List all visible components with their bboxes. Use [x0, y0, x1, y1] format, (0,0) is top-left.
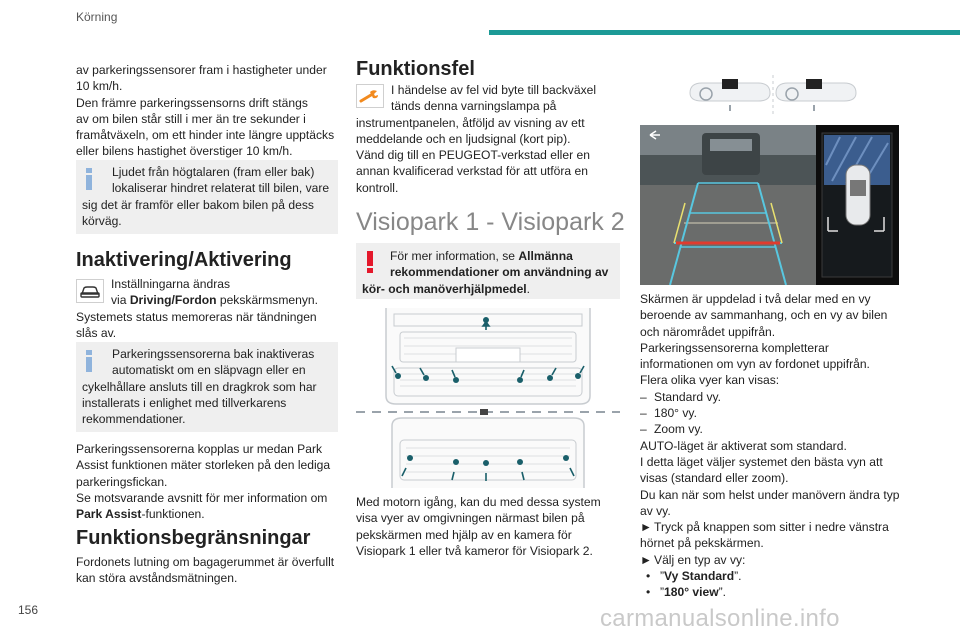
text-line: Fordonets lutning om bagagerummet är överfullt — [76, 555, 335, 569]
heading-funktionsfel: Funktionsfel — [356, 58, 475, 80]
heading-inaktivering: Inaktivering/Aktivering — [76, 249, 292, 271]
text-line: av parkeringssensorer fram i hastigheter under — [76, 63, 327, 77]
text-line: sig det är framför eller bakom bilen på dess — [82, 197, 314, 212]
view-option: 180° vy. — [654, 406, 697, 421]
view-option: Standard vy. — [654, 389, 721, 404]
text-line: Se motsvarande avsnitt för mer information om — [76, 490, 328, 505]
text-line: AUTO-läget är aktiverat som standard. — [640, 438, 847, 453]
text-line: I händelse av fel vid byte till backväxel — [391, 83, 597, 97]
arrow-icon: ► — [640, 552, 652, 567]
text-span: Tryck på knappen som sitter i nedre vänstra — [654, 520, 889, 535]
screen-description — [640, 291, 915, 601]
text-line: eller bilens hastighet överstiger 10 km/h. — [76, 144, 293, 159]
page-number: 156 — [18, 603, 39, 617]
text-line: Systemets status memoreras när tändningen — [76, 309, 317, 324]
text-span: kör- och manöverhjälpmedel — [362, 281, 527, 296]
text-line: beroende av sammanhang, och en vy av bilen — [640, 308, 888, 323]
watermark: carmanualsonline.info — [600, 605, 840, 632]
header-title: Körning — [76, 10, 118, 24]
text-line: lokaliserar hindret relaterat till bilen, vare — [112, 181, 330, 196]
text-line: kontroll. — [356, 180, 399, 195]
text-span: ” — [660, 585, 665, 600]
warning-box — [356, 243, 620, 299]
text-line: Parkeringssensorerna kompletterar — [640, 340, 829, 355]
heading-visiopark: Visiopark 1 - Visiopark 2 — [356, 208, 625, 236]
text-span: via — [111, 293, 130, 308]
bullet: • — [646, 585, 651, 600]
text-line: tänds denna varningslampa på — [391, 99, 557, 114]
dash: – — [640, 389, 647, 404]
text-line: Med motorn igång, kan du med dessa system — [356, 495, 601, 509]
text-line: av om bilen står still i mer än tre sekunder i — [76, 111, 306, 126]
list-item — [640, 389, 915, 405]
view-option: Zoom vy. — [654, 422, 703, 437]
text-line: Skärmen är uppdelad i två delar med en vy — [640, 292, 871, 306]
funktionsfel-text — [356, 82, 621, 196]
text-line: Vänd dig till en PEUGEOT-verkstad eller en — [356, 148, 590, 163]
option-name: Vy Standard — [664, 569, 735, 584]
info-icon — [84, 350, 94, 372]
option-name: 180° view — [664, 585, 719, 600]
text-span: För mer information, se — [390, 249, 519, 263]
warning-icon — [366, 251, 374, 273]
text-line: rekommendationer. — [82, 412, 186, 427]
header-accent-bar — [489, 30, 960, 35]
text-line: framåtväxeln, om ett hinder inte längre upptäcks — [76, 128, 335, 143]
arrow-icon: ► — [640, 520, 652, 535]
text-line: slås av. — [76, 325, 117, 340]
text-line: Inställningarna ändras — [111, 277, 231, 291]
step-item — [640, 519, 915, 535]
option-item — [640, 584, 915, 600]
camera-screen — [640, 125, 899, 285]
text-span: rekommendationer om användning av — [390, 265, 609, 280]
text-line: installerats i enlighet med tillverkarens — [82, 395, 287, 410]
text-line: och närområdet uppifrån. — [640, 324, 776, 339]
text-line: Du kan när som helst under manövern ändra typ — [640, 487, 900, 502]
text-line: Visiopark 1 eller två kameror för Visiopark 2. — [356, 543, 593, 558]
text-line: informationen om vyn av fordonet uppifrån. — [640, 357, 870, 372]
text-line: meddelande och en ljudsignal (kort pip). — [356, 131, 571, 146]
text-span: ” — [660, 569, 665, 584]
text-line: cykelhållare ansluts till en dragkrok som har — [82, 379, 317, 394]
text-line: instrumentpanelen, åtföljd av visning av ett — [356, 115, 585, 130]
text-span: pekskärmsmenyn. — [216, 293, 318, 308]
text-line: I detta läget väljer systemet den bästa vyn att — [640, 454, 883, 469]
text-line: kan störa avståndsmätningen. — [76, 571, 238, 586]
option-item — [640, 568, 915, 584]
text-line: Parkeringssensorerna bak inaktiveras — [112, 347, 315, 361]
text-line: hörnet på pekskärmen. — [640, 536, 764, 551]
park-assist-text — [76, 441, 341, 522]
text-line: Den främre parkeringssensorns drift stängs — [76, 95, 308, 110]
camera-location-diagram — [688, 75, 858, 115]
intro-text — [76, 62, 338, 160]
text-span: ”. — [718, 585, 727, 600]
text-line: automatiskt om en släpvagn eller en — [112, 363, 306, 378]
text-line: pekskärmen med hjälp av en kamera för — [356, 527, 572, 542]
menu-name: Driving/Fordon — [129, 293, 217, 308]
list-item — [640, 405, 915, 421]
bullet: • — [646, 569, 651, 584]
text-line: Flera olika vyer kan visas: — [640, 373, 780, 388]
feature-name: Park Assist — [76, 507, 142, 522]
info-icon — [84, 168, 94, 190]
text-line: 10 km/h. — [76, 79, 123, 94]
text-span: -funktionen. — [141, 507, 205, 522]
text-span: . — [526, 281, 531, 296]
settings-text — [76, 276, 338, 341]
heading-begransningar: Funktionsbegränsningar — [76, 527, 311, 549]
motor-text — [356, 494, 621, 559]
text-line: Parkeringssensorerna kopplas ur medan Park — [76, 442, 323, 456]
text-line: Assist funktionen mäter storleken på den lediga — [76, 458, 331, 473]
text-line: av vy. — [640, 503, 671, 518]
info-box-trailer — [76, 342, 338, 432]
text-line: parkeringsfickan. — [76, 474, 168, 489]
text-line: visas (standard eller zoom). — [640, 471, 789, 486]
text-line: annan kvalificerad verkstad för att utföra en — [356, 164, 588, 179]
info-box-speaker — [76, 160, 338, 234]
text-line: körväg. — [82, 213, 122, 228]
sensor-diagram — [356, 308, 620, 488]
text-line: Ljudet från högtalaren (fram eller bak) — [112, 165, 315, 179]
dash: – — [640, 422, 647, 437]
text-span: Allmänna — [518, 249, 573, 263]
dash: – — [640, 406, 647, 421]
text-span: ”. — [734, 569, 742, 584]
text-line: visa vyer av omgivningen närmast bilen på — [356, 511, 585, 526]
text-span: Välj en typ av vy: — [654, 552, 746, 567]
begr-text — [76, 554, 341, 587]
list-item — [640, 421, 915, 437]
step-item — [640, 552, 915, 568]
